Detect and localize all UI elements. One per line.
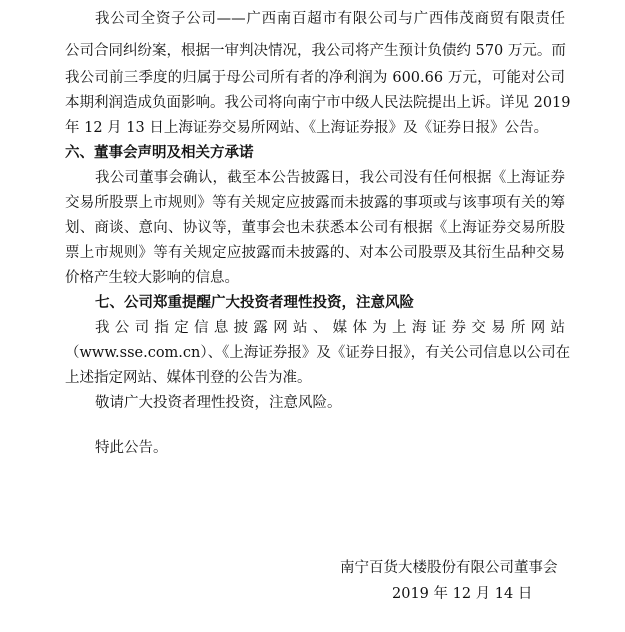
paragraph-line: 公司合同纠纷案，根据一审判决情况，我公司将产生预计负债约 570 万元。而 <box>65 43 566 59</box>
paragraph-line: 我公司董事会确认，截至本公告披露日，我公司没有任何根据《上海证券 <box>95 170 565 186</box>
section-heading-board-statement: 六、董事会声明及相关方承诺 <box>65 144 254 161</box>
paragraph-line: 价格产生较大影响的信息。 <box>65 270 239 286</box>
signature-company: 南宁百货大楼股份有限公司董事会 <box>340 560 558 576</box>
paragraph-line: 交易所股票上市规则》等有关规定应披露而未披露的事项或与该事项有关的筹 <box>65 195 565 211</box>
paragraph-line: 我公司指定信息披露网站、媒体为上海证券交易所网站 <box>95 320 565 336</box>
paragraph-line: 我公司全资子公司——广西南百超市有限公司与广西伟茂商贸有限责任 <box>95 11 565 27</box>
paragraph-line: 年 12 月 13 日上海证券交易所网站、《上海证券报》及《证券日报》公告。 <box>65 120 549 136</box>
paragraph-line: 敬请广大投资者理性投资，注意风险。 <box>95 395 342 411</box>
paragraph-line: 上述指定网站、媒体刊登的公告为准。 <box>65 370 312 386</box>
closing-text: 特此公告。 <box>95 440 168 456</box>
paragraph-line: 我公司前三季度的归属于母公司所有者的净利润为 600.66 万元，可能对公司 <box>65 70 565 86</box>
paragraph-line: 本期利润造成负面影响。我公司将向南宁市中级人民法院提出上诉。详见 2019 <box>65 95 571 111</box>
paragraph-line: （www.sse.com.cn）、《上海证券报》及《证券日报》，有关公司信息以公司在 <box>65 345 571 361</box>
signature-date: 2019 年 12 月 14 日 <box>392 586 533 602</box>
paragraph-line: 票上市规则》等有关规定应披露而未披露的、对本公司股票及其衍生品种交易 <box>65 245 565 261</box>
section-heading-investor-warning: 七、公司郑重提醒广大投资者理性投资，注意风险 <box>95 294 414 311</box>
paragraph-line: 划、商谈、意向、协议等，董事会也未获悉本公司有根据《上海证券交易所股 <box>65 220 565 236</box>
